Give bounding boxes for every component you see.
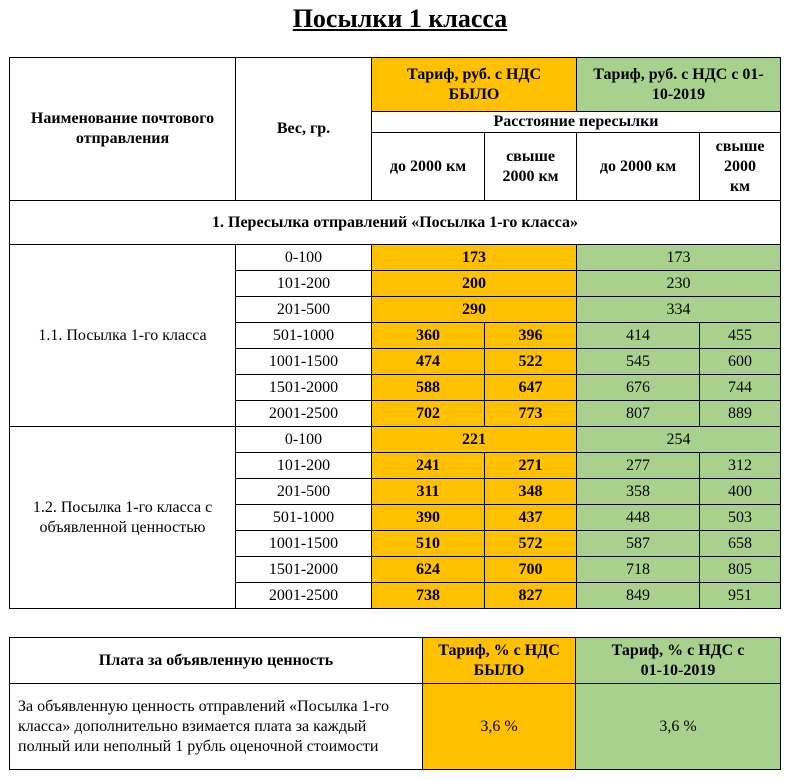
tariff-old-cell: 588 (372, 375, 485, 401)
page-title: Посылки 1 класса (292, 4, 508, 33)
tariff-old-cell: 271 (485, 453, 577, 479)
group-name: 1.1. Посылка 1-го класса (10, 245, 236, 427)
tariff-old-cell: 311 (372, 479, 485, 505)
tariff-old-cell: 200 (372, 271, 577, 297)
tariff-old-cell: 241 (372, 453, 485, 479)
header-tariff-old: Тариф, руб. с НДС БЫЛО (372, 58, 577, 112)
tariff-old-cell: 572 (485, 531, 577, 557)
tariff-old-cell: 437 (485, 505, 577, 531)
declared-value-table (9, 637, 781, 770)
tariff-old-cell: 773 (485, 401, 577, 427)
header-old-over: свыше 2000 км (485, 133, 577, 201)
tariff-new-cell: 448 (577, 505, 700, 531)
weight-cell: 101-200 (236, 271, 372, 297)
tariff-new-cell: 545 (577, 349, 700, 375)
tariff-new-cell: 400 (700, 479, 781, 505)
table-row (10, 245, 781, 271)
tariff-old-cell: 647 (485, 375, 577, 401)
header-old-upto: до 2000 км (372, 133, 485, 201)
header-name: Наименование почтового отправления (10, 58, 236, 201)
tariff-old-cell: 390 (372, 505, 485, 531)
tariff-old-cell: 396 (485, 323, 577, 349)
fee-new-header: Тариф, % с НДС с 01-10-2019 (576, 638, 781, 684)
tariff-new-cell: 658 (700, 531, 781, 557)
tariff-new-cell: 587 (577, 531, 700, 557)
tariff-old-cell: 221 (372, 427, 577, 453)
fee-description: За объявленную ценность отправлений «Посылка 1-го класса» дополнительно взимается плата за каждый полный или неполный 1 рубль оценочной стоимости (10, 684, 423, 770)
tariff-new-cell: 455 (700, 323, 781, 349)
tariff-old-cell: 510 (372, 531, 485, 557)
tariff-old-cell: 474 (372, 349, 485, 375)
tariff-old-cell: 290 (372, 297, 577, 323)
tariff-new-cell: 503 (700, 505, 781, 531)
weight-cell: 501-1000 (236, 505, 372, 531)
tariff-old-cell: 827 (485, 583, 577, 609)
tariff-new-cell: 173 (577, 245, 781, 271)
tariff-new-cell: 849 (577, 583, 700, 609)
weight-cell: 201-500 (236, 479, 372, 505)
fee-header: Плата за объявленную ценность (10, 638, 423, 684)
tariff-old-cell: 360 (372, 323, 485, 349)
tariff-new-cell: 312 (700, 453, 781, 479)
group-name: 1.2. Посылка 1-го класса с объявленной ценностью (10, 427, 236, 609)
tariff-old-cell: 702 (372, 401, 485, 427)
weight-cell: 1001-1500 (236, 531, 372, 557)
tariff-old-cell: 348 (485, 479, 577, 505)
weight-cell: 1501-2000 (236, 375, 372, 401)
header-tariff-new: Тариф, руб. с НДС с 01-10-2019 (577, 58, 781, 112)
tariff-new-cell: 277 (577, 453, 700, 479)
tariff-old-cell: 522 (485, 349, 577, 375)
tariff-new-cell: 230 (577, 271, 781, 297)
weight-cell: 201-500 (236, 297, 372, 323)
header-new-upto: до 2000 км (577, 133, 700, 201)
table-row (10, 427, 781, 453)
weight-cell: 1001-1500 (236, 349, 372, 375)
header-new-over: свыше 2000 км (700, 133, 781, 201)
tariff-new-cell: 744 (700, 375, 781, 401)
tariff-new-cell: 805 (700, 557, 781, 583)
tariff-new-cell: 414 (577, 323, 700, 349)
tariff-new-cell: 254 (577, 427, 781, 453)
tariff-old-cell: 700 (485, 557, 577, 583)
tariff-new-cell: 676 (577, 375, 700, 401)
weight-cell: 101-200 (236, 453, 372, 479)
tariff-new-cell: 889 (700, 401, 781, 427)
fee-new-value: 3,6 % (576, 684, 781, 770)
weight-cell: 0-100 (236, 245, 372, 271)
tariff-new-cell: 334 (577, 297, 781, 323)
weight-cell: 501-1000 (236, 323, 372, 349)
header-distance: Расстояние пересылки (372, 112, 781, 133)
tariff-table (9, 57, 781, 609)
fee-old-value: 3,6 % (423, 684, 576, 770)
tariff-new-cell: 600 (700, 349, 781, 375)
weight-cell: 1501-2000 (236, 557, 372, 583)
fee-old-header: Тариф, % с НДС БЫЛО (423, 638, 576, 684)
weight-cell: 2001-2500 (236, 583, 372, 609)
section-title: 1. Пересылка отправлений «Посылка 1-го класса» (10, 201, 781, 245)
tariff-new-cell: 718 (577, 557, 700, 583)
tariff-old-cell: 624 (372, 557, 485, 583)
weight-cell: 2001-2500 (236, 401, 372, 427)
tariff-new-cell: 358 (577, 479, 700, 505)
tariff-old-cell: 738 (372, 583, 485, 609)
tariff-new-cell: 807 (577, 401, 700, 427)
header-weight: Вес, гр. (236, 58, 372, 201)
tariff-old-cell: 173 (372, 245, 577, 271)
weight-cell: 0-100 (236, 427, 372, 453)
tariff-new-cell: 951 (700, 583, 781, 609)
